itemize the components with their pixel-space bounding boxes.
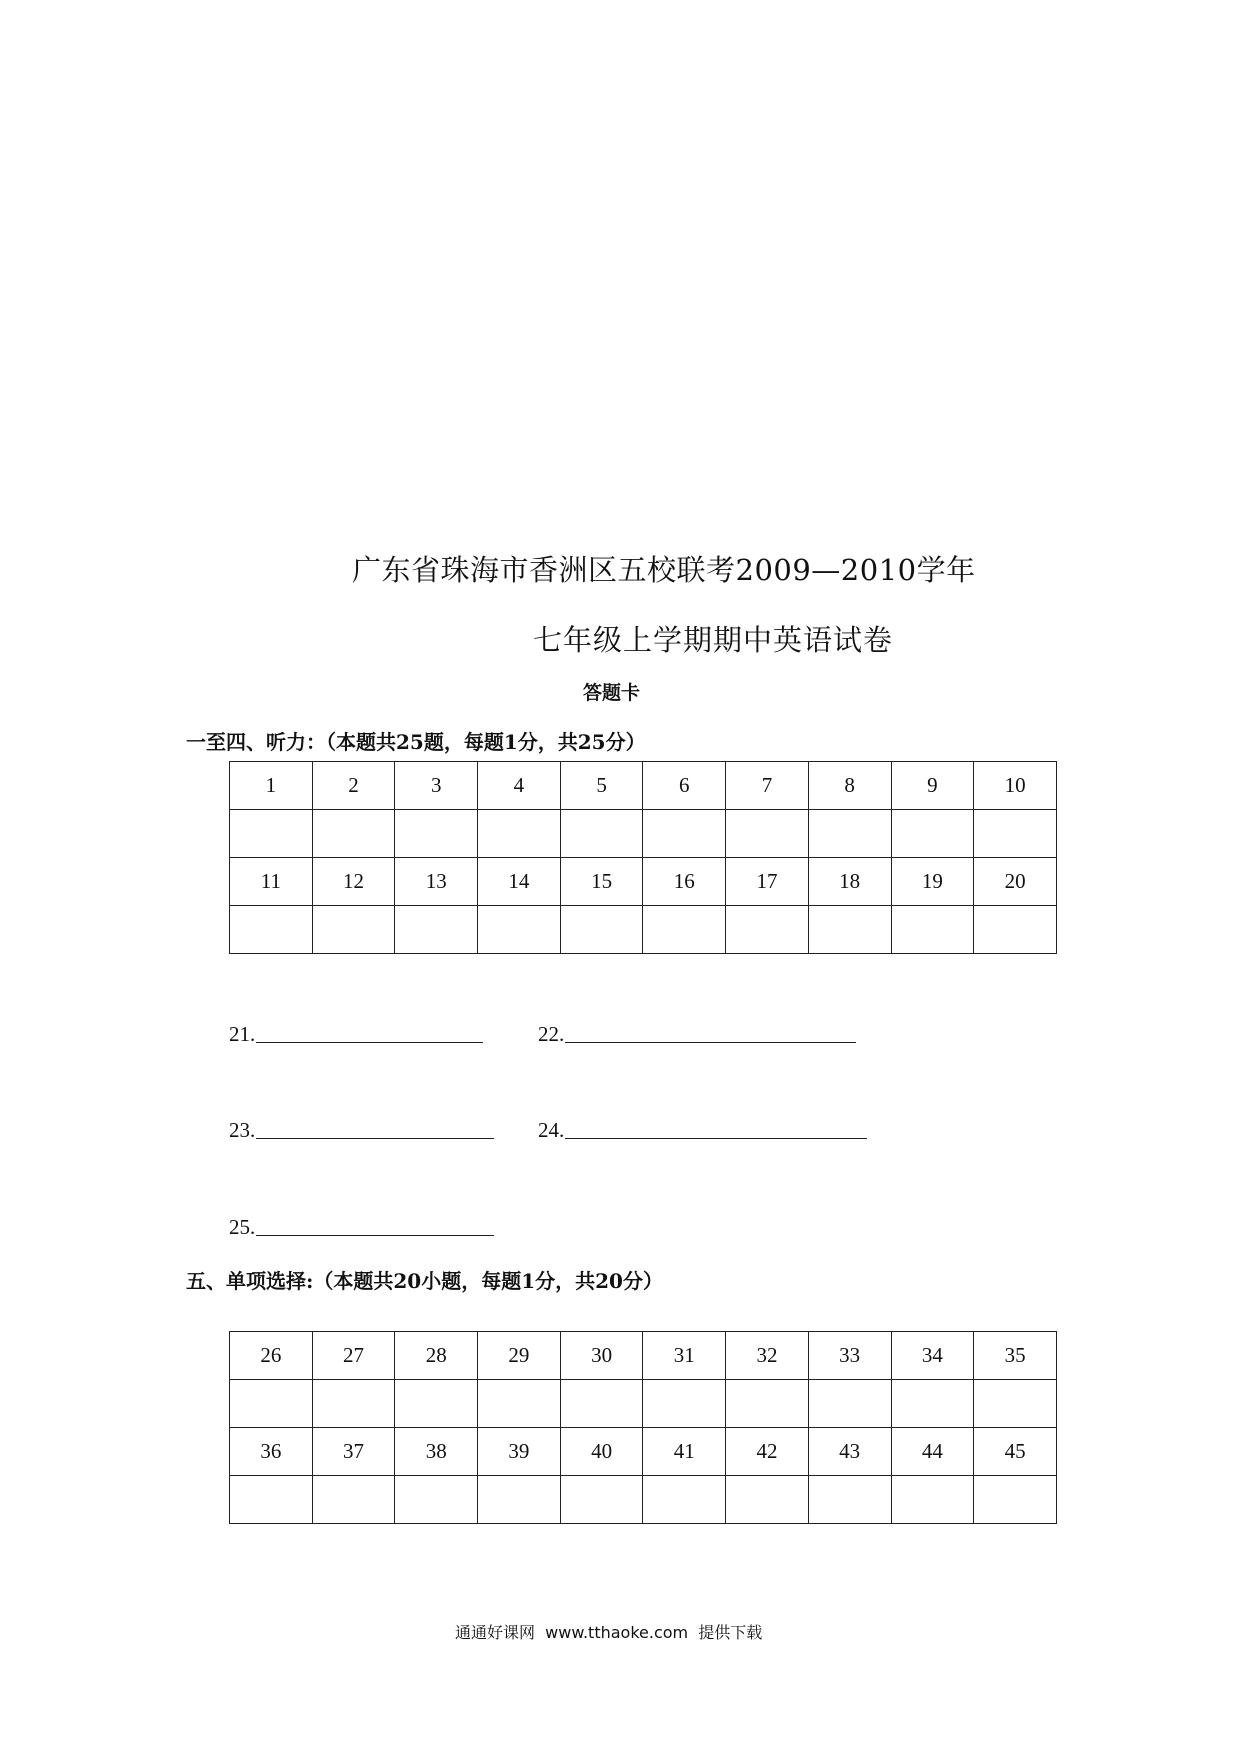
listening-section-heading: 一至四、听力：（本题共25题，每题1分，共25分） [186,730,646,754]
answer-cell[interactable] [643,906,726,954]
answer-cell[interactable] [643,1476,726,1524]
multiple-choice-answer-grid [229,1331,1057,1524]
answer-line[interactable] [256,1041,483,1043]
answer-cell[interactable] [808,1380,891,1428]
answer-row [230,906,1057,954]
question-number: 5 [560,762,643,810]
answer-cell[interactable] [478,1380,561,1428]
answer-cell[interactable] [808,1476,891,1524]
answer-cell[interactable] [974,1476,1057,1524]
question-number: 13 [395,858,478,906]
question-number: 34 [891,1332,974,1380]
question-number: 16 [643,858,726,906]
question-number: 37 [312,1428,395,1476]
answer-cell[interactable] [230,1380,313,1428]
answer-line[interactable] [256,1234,494,1236]
question-number: 10 [974,762,1057,810]
answer-cell[interactable] [395,1476,478,1524]
question-number-row [230,762,1057,810]
question-number: 44 [891,1428,974,1476]
answer-cell[interactable] [560,1380,643,1428]
question-number: 27 [312,1332,395,1380]
fill-in-blank-25[interactable] [229,1215,494,1240]
question-number: 29 [478,1332,561,1380]
answer-cell[interactable] [312,1476,395,1524]
question-number: 30 [560,1332,643,1380]
question-number: 36 [230,1428,313,1476]
answer-cell[interactable] [974,810,1057,858]
multiple-choice-section-heading: 五、单项选择:（本题共20小题，每题1分，共20分） [186,1269,663,1293]
question-number: 15 [560,858,643,906]
question-number-row [230,1428,1057,1476]
answer-cell[interactable] [974,1380,1057,1428]
question-number: 7 [726,762,809,810]
answer-line[interactable] [565,1137,867,1139]
question-number: 3 [395,762,478,810]
answer-cell[interactable] [974,906,1057,954]
question-number: 17 [726,858,809,906]
answer-cell[interactable] [643,810,726,858]
answer-row [230,1476,1057,1524]
question-number: 45 [974,1428,1057,1476]
question-number: 39 [478,1428,561,1476]
question-number: 31 [643,1332,726,1380]
fill-in-blank-21[interactable] [229,1022,483,1047]
question-number: 11 [230,858,313,906]
answer-cell[interactable] [395,1380,478,1428]
answer-cell[interactable] [726,1476,809,1524]
question-number: 42 [726,1428,809,1476]
answer-cell[interactable] [560,1476,643,1524]
question-number: 8 [808,762,891,810]
answer-row [230,1380,1057,1428]
answer-cell[interactable] [230,810,313,858]
question-number: 41 [643,1428,726,1476]
answer-cell[interactable] [726,1380,809,1428]
answer-cell[interactable] [478,1476,561,1524]
answer-cell[interactable] [643,1380,726,1428]
answer-cell[interactable] [808,810,891,858]
question-number: 12 [312,858,395,906]
question-number: 20 [974,858,1057,906]
answer-row [230,810,1057,858]
answer-cell[interactable] [891,1380,974,1428]
answer-cell[interactable] [312,810,395,858]
answer-cell[interactable] [478,810,561,858]
blank-number: 24. [538,1118,565,1142]
answer-line[interactable] [256,1137,494,1139]
question-number: 28 [395,1332,478,1380]
question-number: 33 [808,1332,891,1380]
answer-cell[interactable] [230,1476,313,1524]
answer-cell[interactable] [891,810,974,858]
fill-in-blank-24[interactable] [538,1118,867,1143]
answer-cell[interactable] [808,906,891,954]
exam-title-line2: 七年级上学期期中英语试卷 [533,623,894,657]
fill-in-blank-23[interactable] [229,1118,494,1143]
question-number: 19 [891,858,974,906]
answer-cell[interactable] [230,906,313,954]
answer-cell[interactable] [560,906,643,954]
blank-number: 23. [229,1118,256,1142]
question-number: 43 [808,1428,891,1476]
question-number-row [230,1332,1057,1380]
answer-cell[interactable] [478,906,561,954]
question-number: 18 [808,858,891,906]
answer-card-label: 答题卡 [583,682,641,704]
question-number: 32 [726,1332,809,1380]
question-number: 9 [891,762,974,810]
question-number: 35 [974,1332,1057,1380]
listening-answer-grid [229,761,1057,954]
answer-cell[interactable] [395,810,478,858]
answer-cell[interactable] [312,906,395,954]
question-number: 40 [560,1428,643,1476]
answer-cell[interactable] [726,810,809,858]
answer-cell[interactable] [891,1476,974,1524]
blank-number: 25. [229,1215,256,1239]
blank-number: 21. [229,1022,256,1046]
answer-line[interactable] [565,1041,856,1043]
question-number: 38 [395,1428,478,1476]
question-number: 6 [643,762,726,810]
question-number-row [230,858,1057,906]
answer-cell[interactable] [395,906,478,954]
question-number: 2 [312,762,395,810]
blank-number: 22. [538,1022,565,1046]
fill-in-blank-22[interactable] [538,1022,856,1047]
question-number: 14 [478,858,561,906]
question-number: 1 [230,762,313,810]
answer-cell[interactable] [312,1380,395,1428]
answer-cell[interactable] [891,906,974,954]
question-number: 4 [478,762,561,810]
exam-title-line1: 广东省珠海市香洲区五校联考2009—2010学年 [352,553,976,587]
answer-cell[interactable] [560,810,643,858]
question-number: 26 [230,1332,313,1380]
footer-source-text: 通通好课网 www.tthaoke.com 提供下载 [455,1623,763,1642]
answer-cell[interactable] [726,906,809,954]
